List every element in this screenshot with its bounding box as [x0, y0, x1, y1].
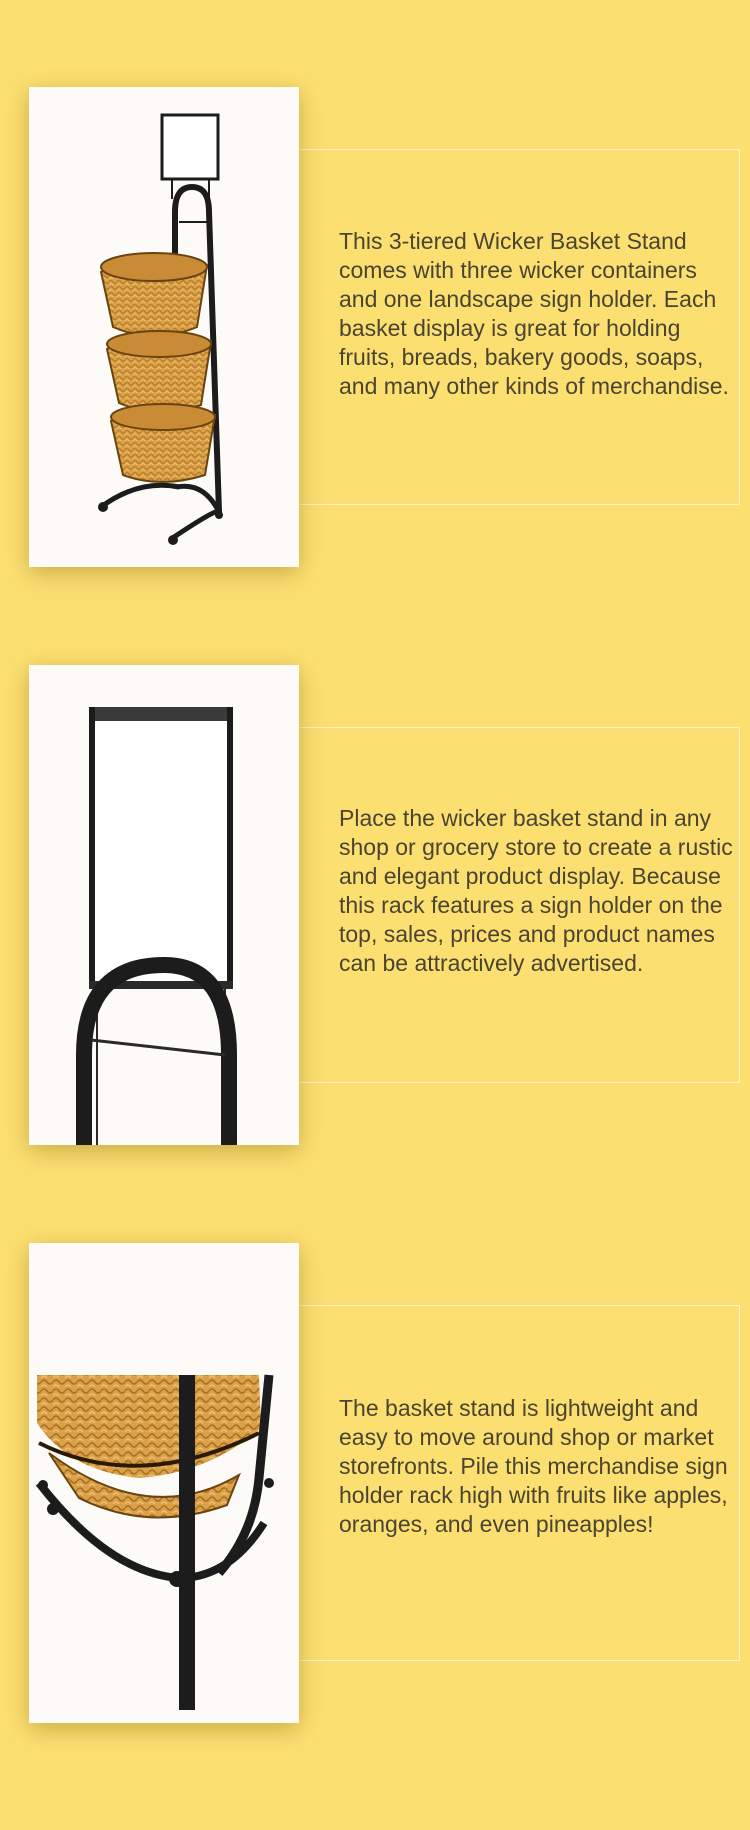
basket-base-closeup-image [29, 1243, 299, 1723]
product-image-base [29, 1243, 299, 1723]
product-image-full-stand [29, 87, 299, 567]
wicker-basket-stand-image [29, 87, 299, 567]
feature-section-2 [0, 665, 750, 1145]
product-image-sign-holder [29, 665, 299, 1145]
feature-section-3 [0, 1243, 750, 1723]
sign-holder-closeup-image [29, 665, 299, 1145]
feature-description: This 3-tiered Wicker Basket Stand comes with three wicker containers and one landscape sign holder. Each basket display is great for holding fruits, breads, bakery goods, soaps, and many other kinds of merchandise. [339, 228, 729, 399]
feature-description: The basket stand is lightweight and easy to move around shop or market storefronts. Pile this merchandise sign holder rack high with fruits like apples, oranges, and even pineapples! [339, 1395, 728, 1537]
feature-description: Place the wicker basket stand in any shop or grocery store to create a rustic and elegant product display. Because this rack features a sign holder on the top, sales, prices and product names can be attractively advertised. [339, 805, 733, 976]
feature-section-1 [0, 87, 750, 567]
